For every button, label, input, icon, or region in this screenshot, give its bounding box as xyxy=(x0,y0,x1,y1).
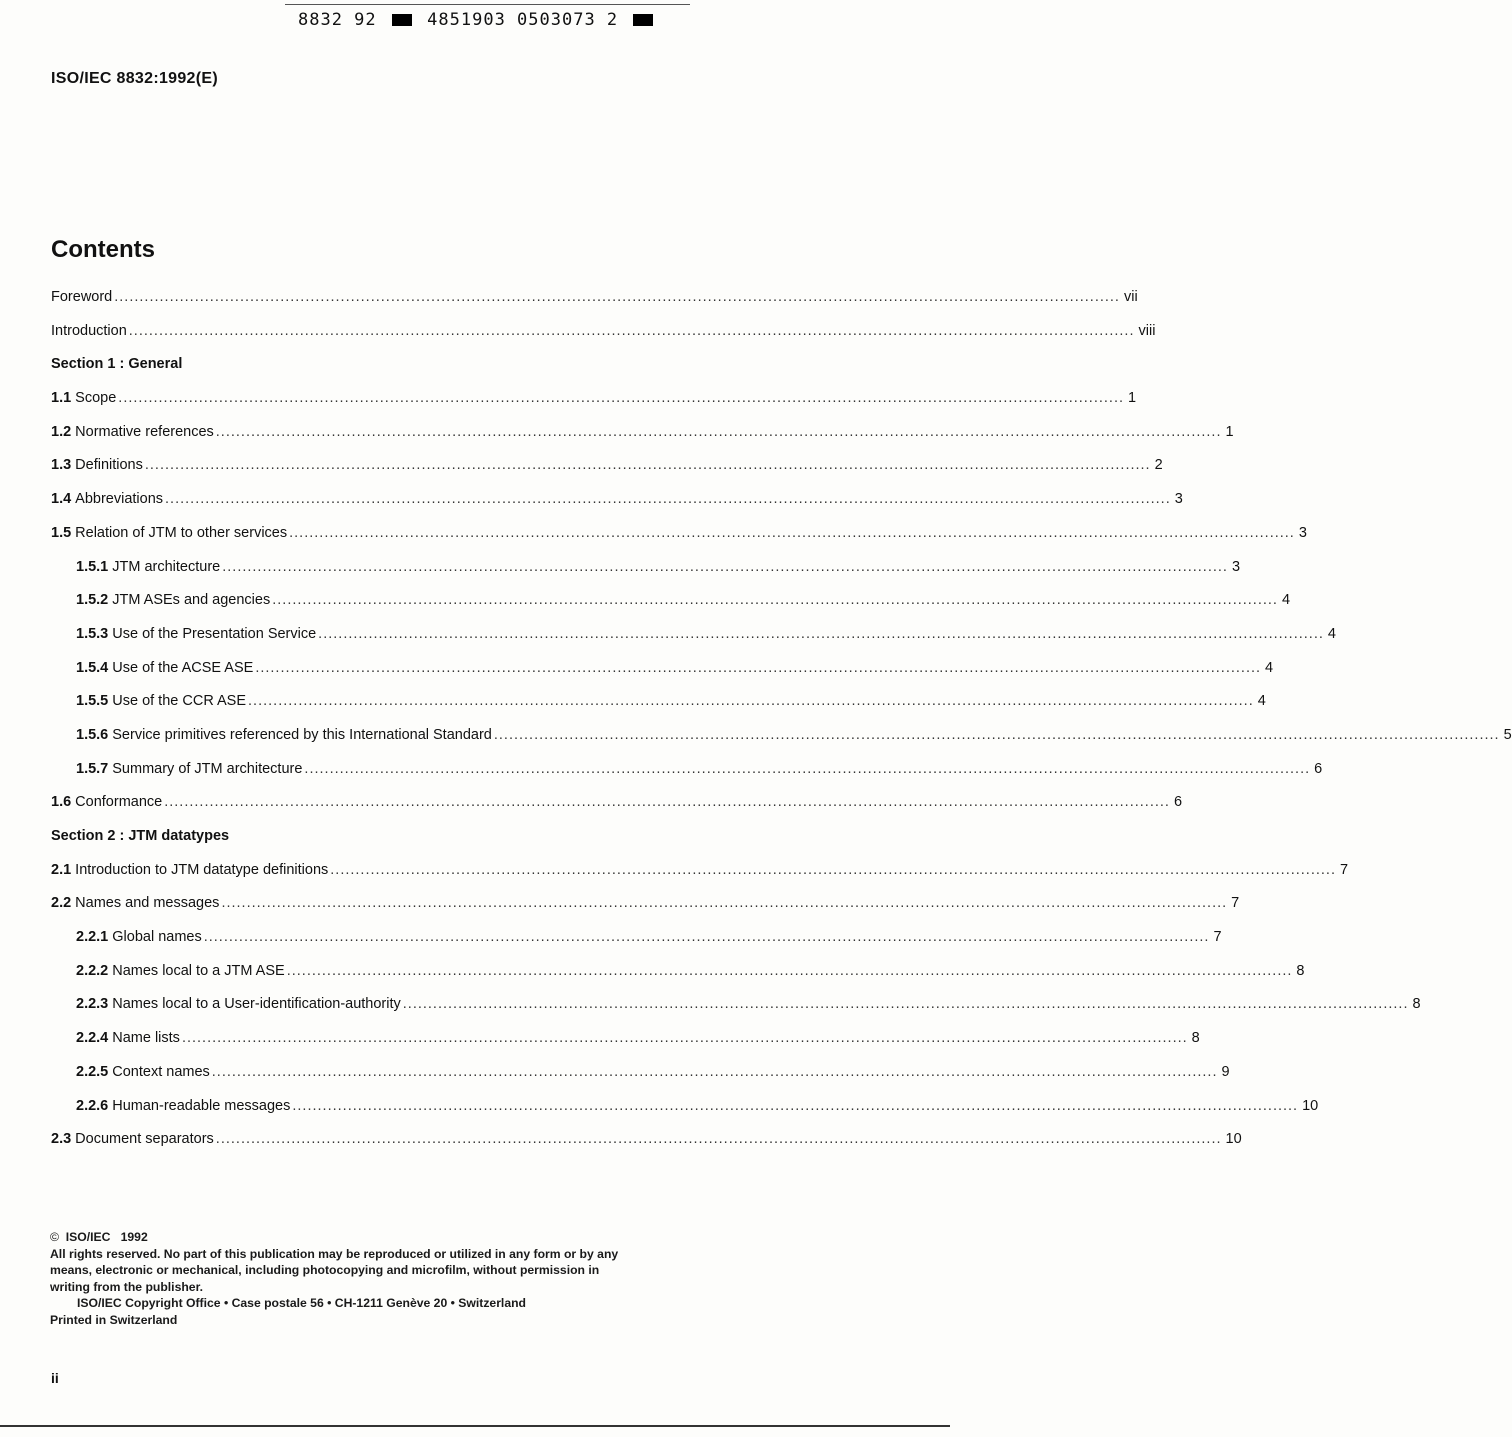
toc-entry-label: JTM architecture xyxy=(112,558,221,575)
block-mark-icon xyxy=(633,14,653,26)
toc-entry-page: 7 xyxy=(1339,861,1349,878)
toc-entry xyxy=(51,456,1163,490)
toc-entry-number: 2.2.6 xyxy=(76,1097,109,1114)
printed-in: Printed in Switzerland xyxy=(50,1312,178,1327)
toc-entry-number: 1.5.6 xyxy=(76,726,109,743)
toc-entry-label: Names local to a User-identification-authority xyxy=(112,996,401,1013)
toc-entry-number: 1.3 xyxy=(51,457,72,474)
toc-section-heading xyxy=(51,355,612,389)
toc-leader-dots: ........................................................................................................................................................................................................ xyxy=(304,760,1311,777)
toc-leader-dots: ........................................................................................................................................................................................................ xyxy=(165,491,1171,508)
block-mark-icon xyxy=(392,14,412,26)
toc-leader-dots: ........................................................................................................................................................................................................ xyxy=(272,592,1278,609)
toc-entry-label: Relation of JTM to other services xyxy=(75,524,288,541)
toc-entry-page: 7 xyxy=(1213,929,1222,946)
toc-leader-dots: ........................................................................................................................................................................................................ xyxy=(222,558,1228,575)
copyright-icon: © xyxy=(50,1230,59,1244)
toc-leader-dots: ........................................................................................................................................................................................................ xyxy=(211,1063,1218,1080)
toc-entry-label: JTM ASEs and agencies xyxy=(112,592,271,609)
toc-entry-page: 4 xyxy=(1327,625,1336,642)
toc-leader-dots: ........................................................................................................................................................................................................ xyxy=(330,861,1336,878)
toc-entry-number: 1.2 xyxy=(51,423,72,440)
toc-entry-page: 1 xyxy=(1128,390,1137,407)
toc-entry-page: 10 xyxy=(1225,1131,1242,1148)
toc-entry-number: 1.5.3 xyxy=(76,625,109,642)
scan-code-header xyxy=(298,10,657,30)
toc-entry-number: 2.2.3 xyxy=(76,996,109,1013)
toc-leader-dots: ........................................................................................................................................................................................................ xyxy=(318,625,1324,642)
toc-entry xyxy=(51,928,1222,962)
toc-entry-page: viii xyxy=(1138,322,1156,339)
toc-entry-label: Names and messages xyxy=(75,895,220,912)
toc-entry-number: 1.5.1 xyxy=(76,558,109,575)
scan-code-part-b: 4851903 0503073 2 xyxy=(427,10,619,30)
toc-entry xyxy=(51,726,1512,760)
toc-entry-page: 8 xyxy=(1191,1030,1200,1047)
toc-entry-label: Names local to a JTM ASE xyxy=(112,962,285,979)
toc-entry xyxy=(51,423,1234,457)
toc-entry-page: 9 xyxy=(1221,1063,1230,1080)
toc-entry xyxy=(51,1097,1319,1131)
toc-entry-page: 2 xyxy=(1154,457,1163,474)
toc-entry-label: Summary of JTM architecture xyxy=(112,760,303,777)
toc-entry-page: 8 xyxy=(1412,996,1421,1013)
toc-leader-dots: ........................................................................................................................................................................................................ xyxy=(255,659,1262,676)
toc-entry xyxy=(51,760,1323,794)
page-title: Contents xyxy=(51,236,155,263)
toc-entry-label: Name lists xyxy=(112,1030,180,1047)
toc-entry-label: Use of the CCR ASE xyxy=(112,693,247,710)
toc-entry-page: 8 xyxy=(1296,962,1305,979)
toc-entry-label: Scope xyxy=(75,390,117,407)
toc-entry-number: 1.5.7 xyxy=(76,760,109,777)
toc-entry-label: Normative references xyxy=(75,423,214,440)
toc-entry-number: 2.2.4 xyxy=(76,1030,109,1047)
toc-entry xyxy=(51,793,1183,827)
toc-leader-dots: ........................................................................................................................................................................................................ xyxy=(289,524,1295,541)
toc-entry-label: Service primitives referenced by this International Standard xyxy=(112,726,492,743)
toc-leader-dots: ........................................................................................................................................................................................................ xyxy=(248,693,1254,710)
toc-entry-label: Foreword xyxy=(51,289,113,305)
toc-leader-dots: ........................................................................................................................................................................................................ xyxy=(118,390,1125,407)
toc-entry xyxy=(51,389,1137,423)
toc-leader-dots: ........................................................................................................................................................................................................ xyxy=(292,1097,1299,1114)
toc-entry-label: Introduction xyxy=(51,322,127,339)
toc-entry-label: Use of the Presentation Service xyxy=(112,625,317,642)
toc-leader-dots: ........................................................................................................................................................................................................ xyxy=(286,962,1293,979)
toc-entry-label: Human-readable messages xyxy=(112,1097,291,1114)
toc-entry-page: 5 xyxy=(1503,726,1512,743)
toc-leader-dots: ........................................................................................................................................................................................................ xyxy=(203,929,1210,946)
toc-entry-page: 4 xyxy=(1257,693,1266,710)
bottom-rule xyxy=(0,1425,950,1427)
toc-entry-label: Use of the ACSE ASE xyxy=(112,659,254,676)
toc-leader-dots: ........................................................................................................................................................................................................ xyxy=(128,322,1135,339)
rights-statement: All rights reserved. No part of this publication may be reproduced or utilized in any form or by any means, electronic or mechanical, including photocopying and microfilm, without permission in writing from the publisher. xyxy=(50,1246,619,1294)
toc-entry-label: Introduction to JTM datatype definitions xyxy=(75,861,329,878)
toc-entry-label: Abbreviations xyxy=(75,491,164,508)
toc-entry-number: 1.4 xyxy=(51,491,72,508)
scan-code-part-a: 8832 92 xyxy=(298,10,377,30)
table-of-contents xyxy=(51,288,1512,1164)
toc-entry-label: Definitions xyxy=(75,457,143,474)
toc-entry-number: 2.2.1 xyxy=(76,929,109,946)
toc-entry xyxy=(51,894,1240,928)
toc-entry xyxy=(51,995,1421,1029)
toc-leader-dots: ........................................................................................................................................................................................................ xyxy=(402,996,1409,1013)
document-id: ISO/IEC 8832:1992(E) xyxy=(51,70,218,87)
toc-entry-page: 4 xyxy=(1281,592,1291,609)
toc-entry xyxy=(51,962,1305,996)
toc-entry-page: 3 xyxy=(1174,491,1183,508)
toc-leader-dots: ........................................................................................................................................................................................................ xyxy=(221,895,1228,912)
toc-entry xyxy=(51,558,1241,592)
toc-entry-label: Context names xyxy=(112,1063,210,1080)
copyright-block xyxy=(50,1229,620,1329)
toc-entry-page: 7 xyxy=(1231,895,1240,912)
top-rule xyxy=(285,4,690,5)
toc-entry-number: 1.5.2 xyxy=(76,592,109,609)
toc-entry xyxy=(51,1130,1242,1164)
toc-entry xyxy=(51,625,1336,659)
toc-entry xyxy=(51,322,1156,356)
toc-entry xyxy=(51,524,1307,558)
toc-leader-dots: ........................................................................................................................................................................................................ xyxy=(215,423,1222,440)
toc-entry-page: 1 xyxy=(1225,423,1234,440)
toc-leader-dots: ........................................................................................................................................................................................................ xyxy=(215,1131,1222,1148)
copyright-line: ISO/IEC 1992 xyxy=(65,1230,148,1244)
toc-entry-page: 10 xyxy=(1302,1097,1319,1114)
toc-entry xyxy=(51,692,1266,726)
toc-entry xyxy=(51,288,1138,322)
toc-entry-number: 1.5.5 xyxy=(76,693,109,710)
toc-entry-label: Section 1 : General xyxy=(51,356,183,373)
toc-entry-page: 6 xyxy=(1173,794,1183,811)
toc-leader-dots: ........................................................................................................................................................................................................ xyxy=(181,1030,1188,1047)
toc-entry-number: 1.6 xyxy=(51,794,72,811)
toc-entry-label: Document separators xyxy=(75,1131,214,1148)
toc-entry-page: 3 xyxy=(1298,524,1307,541)
toc-entry xyxy=(51,659,1274,693)
toc-entry xyxy=(51,490,1183,524)
toc-entry-number: 1.5 xyxy=(51,524,72,541)
toc-entry-number: 2.3 xyxy=(51,1131,72,1148)
toc-entry xyxy=(51,861,1349,895)
publisher-address: ISO/IEC Copyright Office • Case postale 56 • CH-1211 Genève 20 • Switzerland xyxy=(77,1296,526,1311)
toc-entry-page: vii xyxy=(1123,289,1138,305)
toc-leader-dots: ........................................................................................................................................................................................................ xyxy=(493,726,1500,743)
toc-entry-page: 3 xyxy=(1231,558,1241,575)
toc-entry-number: 2.2.2 xyxy=(76,962,109,979)
toc-entry-page: 4 xyxy=(1265,659,1274,676)
toc-leader-dots: ........................................................................................................................................................................................................ xyxy=(164,794,1170,811)
toc-entry xyxy=(51,591,1291,625)
toc-entry-label: Section 2 : JTM datatypes xyxy=(51,828,230,844)
toc-leader-dots: ........................................................................................................................................................................................................ xyxy=(144,457,1151,474)
toc-entry-number: 1.1 xyxy=(51,390,72,407)
toc-leader-dots: ........................................................................................................................................................................................................ xyxy=(114,289,1120,305)
toc-entry-page: 6 xyxy=(1314,760,1323,777)
toc-entry xyxy=(51,1063,1230,1097)
toc-entry-number: 2.2 xyxy=(51,895,72,912)
page-number: ii xyxy=(51,1370,59,1386)
toc-entry-number: 2.2.5 xyxy=(76,1063,109,1080)
toc-entry-label: Conformance xyxy=(75,794,163,811)
toc-entry-number: 2.1 xyxy=(51,861,72,878)
toc-entry-number: 1.5.4 xyxy=(76,659,109,676)
toc-entry xyxy=(51,1029,1200,1063)
toc-entry-label: Global names xyxy=(112,929,202,946)
toc-section-heading xyxy=(51,827,612,861)
